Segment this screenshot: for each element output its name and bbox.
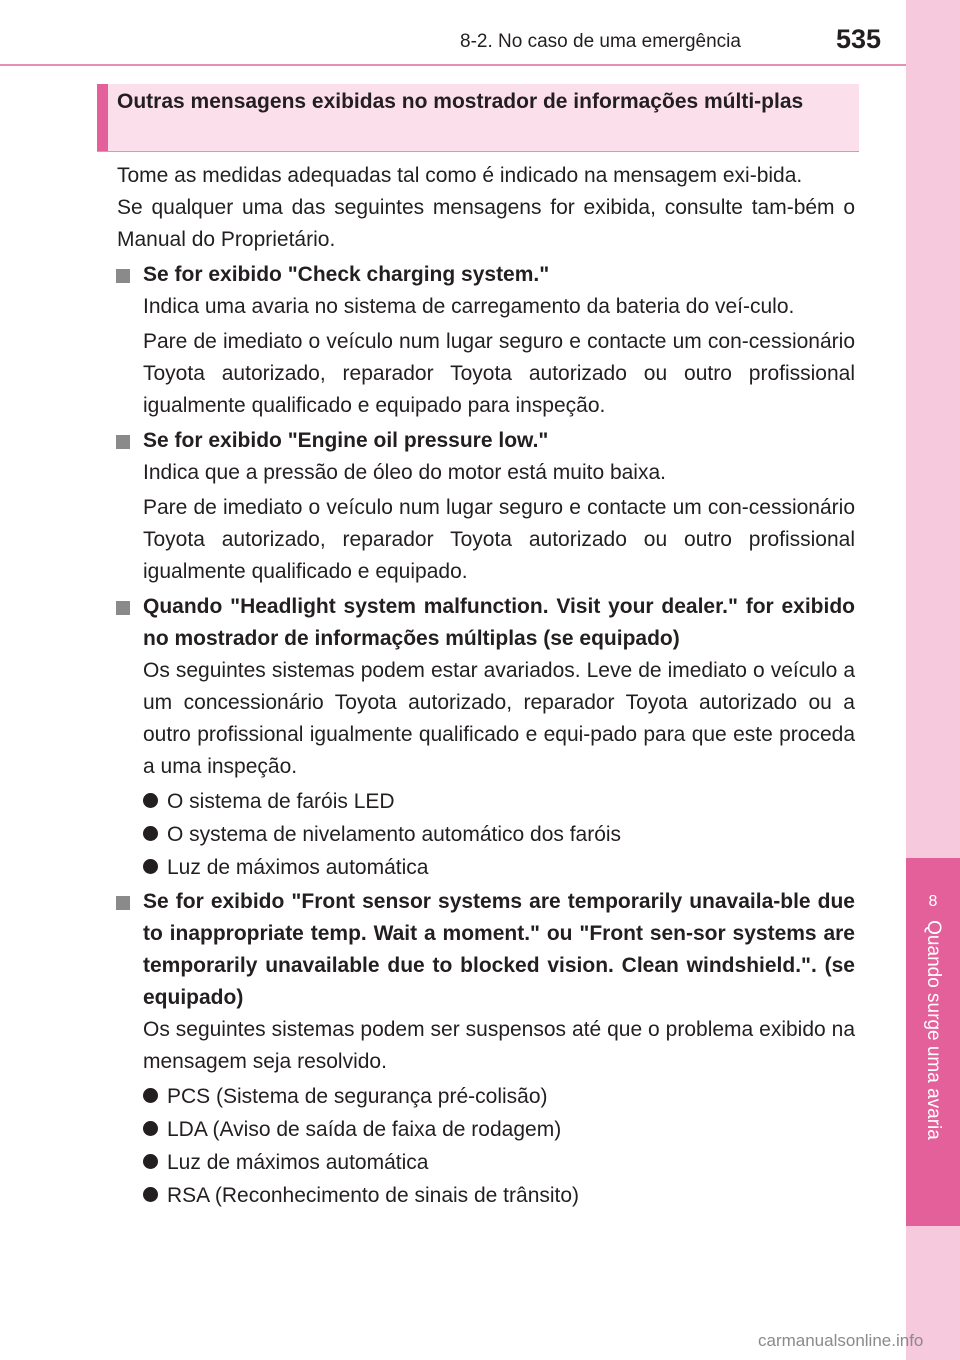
item-heading — [117, 259, 855, 291]
bullet-dot-icon — [143, 826, 158, 841]
bullet-list — [143, 1081, 855, 1211]
section-accent-bar — [97, 84, 108, 151]
square-marker-icon — [116, 269, 130, 283]
bullet-item — [143, 852, 855, 883]
bullet-text: PCS (Sistema de segurança pré-colisão) — [167, 1085, 548, 1108]
bullet-item — [143, 1147, 855, 1178]
item-heading-text: Quando "Headlight system malfunction. Visit your dealer." for exibido no mostrador de informações múltiplas (se equipado) — [143, 595, 855, 650]
bullet-text: O systema de nivelamento automático dos faróis — [167, 823, 622, 846]
item-heading — [117, 425, 855, 457]
square-marker-icon — [116, 896, 130, 910]
bullet-item — [143, 1114, 855, 1145]
bullet-item — [143, 819, 855, 850]
item-paragraph: Os seguintes sistemas podem ser suspensos até que o problema exibido na mensagem seja resolvido. — [143, 1018, 855, 1073]
item-paragraph: Pare de imediato o veículo num lugar seguro e contacte um con-cessionário Toyota autorizado, reparador Toyota autorizado ou outro profissional igualmente qualificado e equipado. — [143, 496, 855, 583]
item-paragraph: Indica uma avaria no sistema de carregamento da bateria do veí-culo. — [143, 295, 795, 318]
item-paragraph: Pare de imediato o veículo num lugar seguro e contacte um con-cessionário Toyota autorizado, reparador Toyota autorizado ou outro profissional igualmente qualificado e equipado para inspeção. — [143, 330, 855, 417]
item-paragraph: Indica que a pressão de óleo do motor está muito baixa. — [143, 461, 666, 484]
item-heading-text: Se for exibido "Check charging system." — [143, 263, 550, 286]
page-content — [117, 160, 855, 1214]
bullet-list — [143, 786, 855, 883]
message-item — [117, 886, 855, 1211]
page-number: 535 — [836, 24, 882, 54]
message-item — [117, 425, 855, 588]
bullet-text: Luz de máximos automática — [167, 856, 429, 879]
message-item — [117, 259, 855, 422]
bullet-dot-icon — [143, 793, 158, 808]
intro-paragraph: Se qualquer uma das seguintes mensagens for exibida, consulte tam-bém o Manual do Proprietário. — [117, 196, 855, 251]
item-paragraph: Os seguintes sistemas podem estar avariados. Leve de imediato o veículo a um concessionário Toyota autorizado, reparador Toyota autorizado ou a outro profissional igualmente qualificado e equi-pado para que este proceda a uma inspeção. — [143, 659, 855, 778]
header-rule — [0, 64, 906, 66]
bullet-text: Luz de máximos automática — [167, 1151, 429, 1174]
item-heading-text: Se for exibido "Front sensor systems are temporarily unavaila-ble due to inappropriate temp. Wait a moment." ou "Front sen-sor systems are temporarily unavailable due to blocked vision. Clean windshield.". (se equipado) — [143, 890, 855, 1009]
message-item — [117, 591, 855, 883]
bullet-dot-icon — [143, 1121, 158, 1136]
item-heading — [117, 591, 855, 655]
bullet-text: RSA (Reconhecimento de sinais de trânsito) — [167, 1184, 580, 1207]
item-body — [117, 291, 855, 422]
watermark: carmanualsonline.info — [758, 1331, 924, 1350]
item-body — [117, 655, 855, 883]
running-header: 8-2. No caso de uma emergência — [460, 31, 741, 52]
item-body — [117, 457, 855, 588]
bullet-text: LDA (Aviso de saída de faixa de rodagem) — [167, 1118, 562, 1141]
bullet-item — [143, 1081, 855, 1112]
bullet-dot-icon — [143, 1088, 158, 1103]
chapter-number: 8 — [928, 893, 938, 910]
intro-paragraph: Tome as medidas adequadas tal como é indicado na mensagem exi-bida. — [117, 164, 803, 187]
bullet-item — [143, 786, 855, 817]
item-heading — [117, 886, 855, 1014]
item-body — [117, 1014, 855, 1211]
section-title: Outras mensagens exibidas no mostrador de informações múlti-plas — [117, 90, 804, 113]
bullet-item — [143, 1180, 855, 1211]
item-heading-text: Se for exibido "Engine oil pressure low." — [143, 429, 549, 452]
bullet-dot-icon — [143, 859, 158, 874]
bullet-dot-icon — [143, 1154, 158, 1169]
bullet-text: O sistema de faróis LED — [167, 790, 395, 813]
square-marker-icon — [116, 601, 130, 615]
square-marker-icon — [116, 435, 130, 449]
chapter-label: Quando surge uma avaria — [923, 920, 944, 1140]
section-title-box — [97, 84, 859, 152]
bullet-dot-icon — [143, 1187, 158, 1202]
